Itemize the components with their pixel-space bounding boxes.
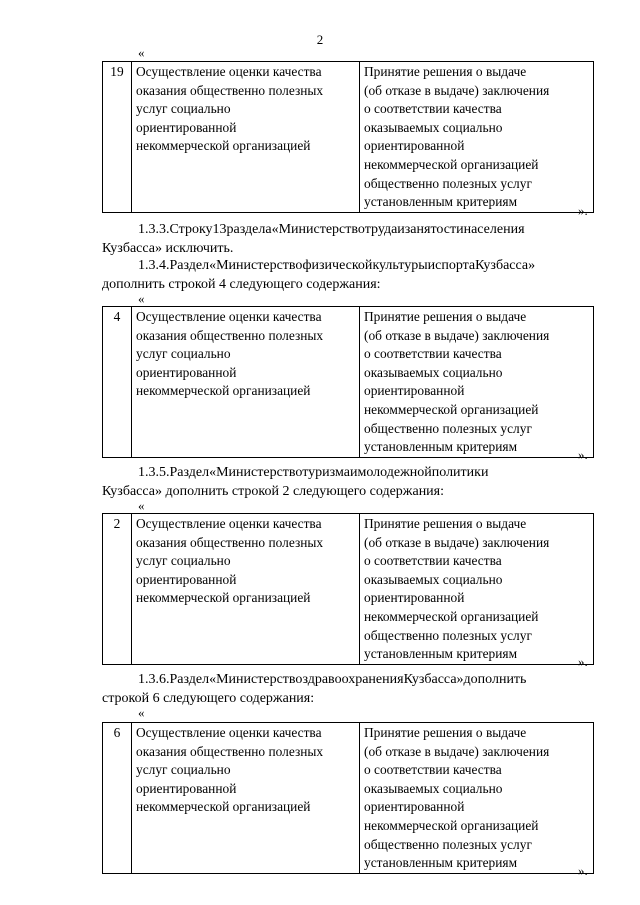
closing-quote: ».: [578, 203, 588, 218]
cell-text-line: некоммерческой организацией: [136, 590, 311, 606]
cell-text-line: установленным критериям: [364, 646, 518, 662]
paragraph-word: «Министерство: [271, 222, 365, 237]
cell-text-line: Осуществление оценки качества: [136, 516, 322, 531]
paragraph-word: занятости: [404, 222, 464, 237]
cell-text-line: оказываемых социально: [364, 571, 503, 587]
activity-cell: [132, 62, 360, 213]
closing-quote: ».: [578, 447, 588, 462]
table-row: [103, 307, 594, 458]
paragraph-word: Раздел: [169, 258, 210, 273]
cell-text-line: Осуществление оценки качества: [136, 64, 322, 79]
cell-text-line: оказываемых социально: [364, 364, 503, 380]
cell-text-line: общественно полезных услуг: [364, 627, 532, 643]
cell-text-line: услуг социально: [136, 346, 231, 362]
cell-text-line: некоммерческой организацией: [364, 401, 539, 417]
cell-text-line: некоммерческой организацией: [364, 608, 539, 624]
paragraph-second-line: Кузбасса» дополнить строкой 2 следующего содержания:: [102, 483, 445, 499]
cell-text-line: ориентированной: [364, 138, 465, 154]
paragraph-word: и: [427, 258, 436, 273]
cell-text-line: (об отказе в выдаче) заключения: [364, 743, 550, 759]
paragraph-word: и: [397, 222, 405, 237]
paragraph-word: Кузбасса»: [475, 258, 536, 273]
cell-text-line: установленным критериям: [364, 855, 518, 871]
cell-text-line: ориентированной: [136, 780, 237, 796]
cell-text-line: ориентированной: [136, 119, 237, 135]
cell-text-line: о соответствии качества: [364, 346, 502, 362]
paragraph-word: Раздел: [169, 465, 210, 480]
cell-text-line: (об отказе в выдаче) заключения: [364, 327, 550, 343]
page-number: 2: [316, 32, 324, 47]
paragraph-word: дополнить: [463, 672, 527, 687]
activity-cell: [132, 514, 360, 665]
paragraph-word: молодежной: [357, 465, 432, 480]
paragraph-first-line: [102, 257, 594, 276]
paragraph-word: политики: [431, 465, 489, 480]
paragraph-word: Кузбасса»: [403, 672, 464, 687]
cell-text-line: оказываемых социально: [364, 780, 503, 796]
cell-text-line: Принятие решения о выдаче: [364, 725, 527, 740]
closing-quote: ».: [578, 654, 588, 669]
cell-text-line: ориентированной: [136, 364, 237, 380]
paragraph-first-line: [102, 464, 594, 483]
paragraph-second-line: строкой 6 следующего содержания:: [102, 690, 315, 706]
cell-text-line: установленным критериям: [364, 194, 518, 210]
row-number: 19: [103, 62, 132, 213]
paragraph-word: физической: [302, 258, 373, 273]
cell-text-line: общественно полезных услуг: [364, 836, 532, 852]
paragraph-word: 1.3.3.: [138, 222, 170, 237]
cell-text-line: ориентированной: [136, 571, 237, 587]
paragraph-word: здравоохранения: [302, 672, 404, 687]
closing-quote: ».: [578, 863, 588, 878]
paragraph-word: культуры: [372, 258, 428, 273]
cell-text-line: оказания общественно полезных: [136, 743, 324, 759]
paragraph-word: 13: [212, 222, 227, 237]
cell-text-line: Осуществление оценки качества: [136, 309, 322, 324]
cell-text-line: Осуществление оценки качества: [136, 725, 322, 740]
table-row: [103, 514, 594, 665]
paragraph-word: Раздел: [169, 672, 210, 687]
paragraph-1-3-6: [102, 671, 594, 708]
cell-text-line: общественно полезных услуг: [364, 175, 532, 191]
paragraph-word: спорта: [435, 258, 476, 273]
cell-text-line: Принятие решения о выдаче: [364, 516, 527, 531]
row-number: 2: [103, 514, 132, 665]
cell-text-line: услуг социально: [136, 553, 231, 569]
table-row-block: [102, 513, 594, 665]
paragraph-first-line: [102, 671, 594, 690]
paragraph-word: 1.3.6.: [138, 672, 170, 687]
cell-text-line: некоммерческой организацией: [136, 138, 311, 154]
result-cell: [360, 514, 594, 665]
cell-text-line: услуг социально: [136, 762, 231, 778]
table-row-block: [102, 722, 594, 874]
paragraph-word: раздела: [226, 222, 272, 237]
paragraph-second-line: дополнить строкой 4 следующего содержания:: [102, 276, 381, 292]
cell-text-line: оказания общественно полезных: [136, 534, 324, 550]
paragraph-word: и: [350, 465, 358, 480]
cell-text-line: некоммерческой организацией: [136, 799, 311, 815]
opening-quote: «: [138, 291, 145, 306]
paragraph-word: «Министерство: [209, 465, 303, 480]
paragraph-word: туризма: [302, 465, 350, 480]
row-number: 4: [103, 307, 132, 458]
cell-text-line: Принятие решения о выдаче: [364, 309, 527, 324]
cell-text-line: некоммерческой организацией: [136, 383, 311, 399]
paragraph-1-3-3: [102, 221, 594, 258]
cell-text-line: оказываемых социально: [364, 119, 503, 135]
cell-text-line: оказания общественно полезных: [136, 327, 324, 343]
paragraph-1-3-5: [102, 464, 594, 501]
opening-quote: «: [138, 705, 145, 720]
paragraph-word: «Министерство: [209, 258, 303, 273]
result-cell: [360, 62, 594, 213]
paragraph-first-line: [102, 221, 594, 240]
table-row-block: [102, 61, 594, 213]
cell-text-line: ориентированной: [364, 799, 465, 815]
cell-text-line: (об отказе в выдаче) заключения: [364, 534, 550, 550]
paragraph-word: 1.3.5.: [138, 465, 170, 480]
cell-text-line: ориентированной: [364, 383, 465, 399]
opening-quote: «: [138, 498, 145, 513]
activity-cell: [132, 307, 360, 458]
cell-text-line: общественно полезных услуг: [364, 420, 532, 436]
paragraph-word: населения: [463, 222, 525, 237]
activity-cell: [132, 723, 360, 874]
table-row: [103, 62, 594, 213]
paragraph-word: Строку: [169, 222, 213, 237]
opening-quote: «: [138, 45, 145, 60]
cell-text-line: установленным критериям: [364, 439, 518, 455]
result-cell: [360, 307, 594, 458]
cell-text-line: некоммерческой организацией: [364, 156, 539, 172]
cell-text-line: о соответствии качества: [364, 762, 502, 778]
table-row-block: [102, 306, 594, 458]
paragraph-word: 1.3.4.: [138, 258, 170, 273]
cell-text-line: о соответствии качества: [364, 101, 502, 117]
cell-text-line: ориентированной: [364, 590, 465, 606]
cell-text-line: некоммерческой организацией: [364, 817, 539, 833]
cell-text-line: (об отказе в выдаче) заключения: [364, 82, 550, 98]
paragraph-second-line: Кузбасса» исключить.: [102, 240, 234, 256]
cell-text-line: о соответствии качества: [364, 553, 502, 569]
cell-text-line: услуг социально: [136, 101, 231, 117]
paragraph-word: «Министерство: [209, 672, 303, 687]
row-number: 6: [103, 723, 132, 874]
result-cell: [360, 723, 594, 874]
cell-text-line: Принятие решения о выдаче: [364, 64, 527, 79]
table-row: [103, 723, 594, 874]
paragraph-word: труда: [364, 222, 398, 237]
cell-text-line: оказания общественно полезных: [136, 82, 324, 98]
paragraph-1-3-4: [102, 257, 594, 294]
